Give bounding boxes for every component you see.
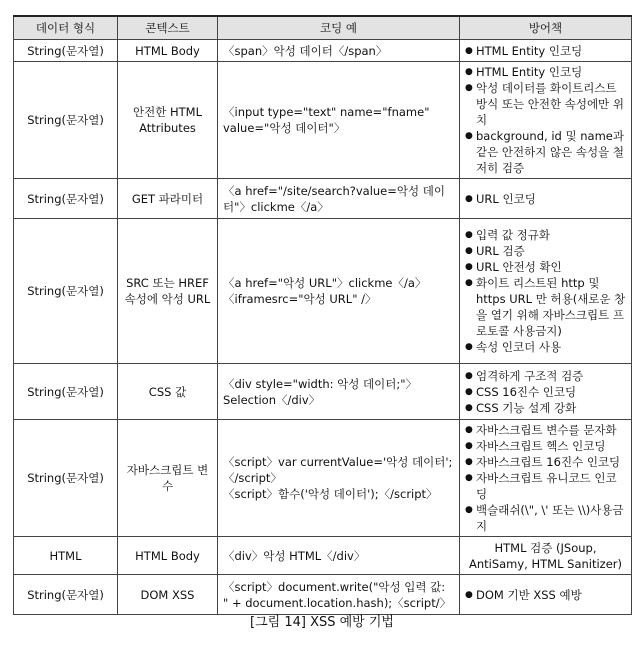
defense-item: ● 자바스크립트 변수를 문자화 [465,422,626,438]
cell-defense [460,219,632,364]
defense-item: ● HTML Entity 인코딩 [465,64,626,80]
cell-data-type: String(문자열) [14,420,118,537]
table-row [14,420,632,537]
table-row [14,364,632,420]
header-code-example: 코딩 예 [218,16,460,40]
cell-code [218,179,460,219]
figure-caption: [그림 14] XSS 예방 기법 [250,615,394,630]
code-line: 〈div style="width: 악성 데이터;"〉Selection〈/div〉 [223,376,418,407]
cell-data-type: String(문자열) [14,62,118,179]
defense-item: ● 엄격하게 구조적 검증 [465,368,626,384]
defense-item: ● CSS 기능 설계 강화 [465,400,626,416]
cell-code [218,575,460,615]
defense-item: ● 자바스크립트 헥스 인코딩 [465,438,626,454]
cell-context: 자바스크립트 변수 [118,420,218,537]
cell-context: GET 파라미터 [118,179,218,219]
cell-context: DOM XSS [118,575,218,615]
table-row [14,537,632,575]
cell-data-type: String(문자열) [14,364,118,420]
cell-defense [460,420,632,537]
cell-data-type: String(문자열) [14,575,118,615]
defense-item: ● DOM 기반 XSS 예방 [465,587,626,603]
cell-defense [460,575,632,615]
cell-data-type: String(문자열) [14,179,118,219]
cell-defense [460,179,632,219]
table-header-row [14,16,632,40]
code-line: 〈a href="악성 URL"〉clickme〈/a〉 [223,276,427,290]
cell-data-type: String(문자열) [14,219,118,364]
defense-item: ● URL 안전성 확인 [465,259,626,275]
cell-code [218,62,460,179]
defense-item: ● 자바스크립트 16진수 인코딩 [465,454,626,470]
code-line: 〈span〉악성 데이터〈/span〉 [223,43,388,58]
table-row [14,62,632,179]
header-defense: 방어책 [460,16,632,40]
code-line: 〈script〉document.write("악성 입력 값: " + document.location.hash);〈script/〉 [223,579,452,610]
table-row [14,179,632,219]
cell-context: SRC 또는 HREF 속성에 악성 URL [118,219,218,364]
xss-prevention-table [13,15,632,615]
defense-item: ● URL 인코딩 [465,191,626,207]
cell-context: 안전한 HTML Attributes [118,62,218,179]
code-line: 〈iframesrc="악성 URL" /〉 [223,292,377,306]
defense-item: ● 입력 값 정규화 [465,227,626,243]
code-line: 〈script〉var currentValue='악성 데이터';〈/script〉 [223,455,453,485]
cell-code [218,40,460,62]
code-line: 〈a href="/site/search?value=악성 데이터"〉clickme〈/a〉 [223,183,445,214]
cell-data-type: String(문자열) [14,40,118,62]
defense-item: ● CSS 16진수 인코딩 [465,384,626,400]
cell-code [218,364,460,420]
cell-context: HTML Body [118,537,218,575]
defense-item: ● 백슬래쉬(\", \' 또는 \\)사용금지 [465,502,626,534]
table-row [14,219,632,364]
cell-defense [460,40,632,62]
code-line: 〈script〉함수('악성 데이터');〈/script〉 [223,487,438,501]
header-data-type: 데이터 형식 [14,16,118,40]
table-row [14,575,632,615]
defense-item: ● 속성 인코더 사용 [465,339,626,355]
cell-defense [460,62,632,179]
cell-defense: HTML 검증 (JSoup, AntiSamy, HTML Sanitizer) [460,537,632,575]
defense-item: ● HTML Entity 인코딩 [465,43,626,59]
defense-item: ● 악성 데이터를 화이트리스트 방식 또는 안전한 속성에만 위치 [465,80,626,128]
cell-data-type: HTML [14,537,118,575]
code-line: 〈input type="text" name="fname" value="악성 데이터"〉 [223,105,430,135]
cell-code [218,219,460,364]
xss-table-wrapper [13,15,631,615]
cell-context: CSS 값 [118,364,218,420]
defense-item: ● 자바스크립트 유니코드 인코딩 [465,470,626,502]
cell-code [218,537,460,575]
defense-item: ● 화이트 리스트된 http 및 https URL 만 허용(새로운 창을 열기 위해 자바스크립트 프로토콜 사용금지) [465,275,626,339]
defense-item: ● background, id 및 name과 같은 안전하지 않은 속성을 철저히 검증 [465,128,626,176]
cell-context: HTML Body [118,40,218,62]
table-row [14,40,632,62]
header-context: 콘텍스트 [118,16,218,40]
defense-item: ● URL 검증 [465,243,626,259]
cell-code [218,420,460,537]
code-line: 〈div〉악성 HTML〈/div〉 [223,548,366,563]
cell-defense [460,364,632,420]
